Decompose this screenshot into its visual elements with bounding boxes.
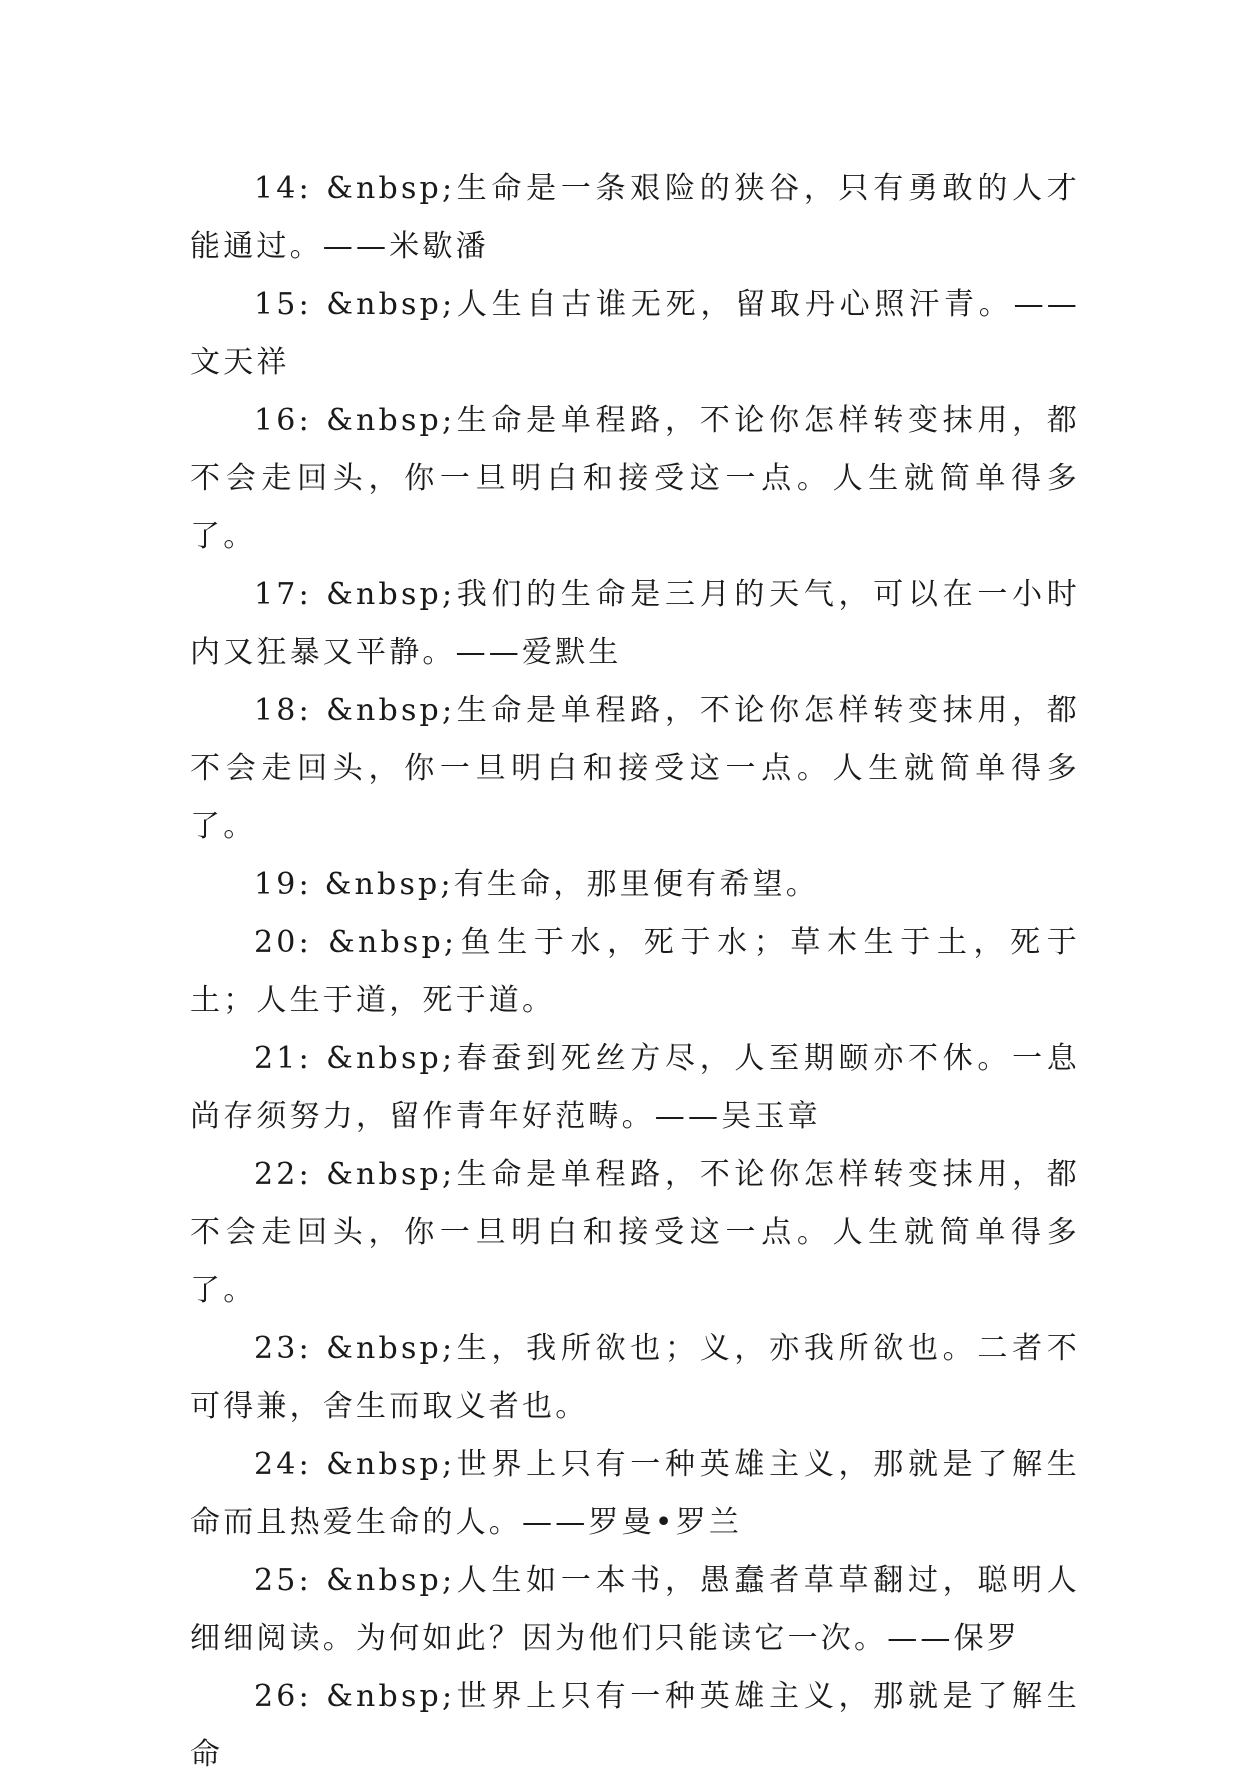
quote-20: 20: &nbsp;鱼生于水，死于水；草木生于土，死于土；人生于道，死于道。: [190, 925, 1080, 1018]
quote-24: 24: &nbsp;世界上只有一种英雄主义，那就是了解生命而且热爱生命的人。——罗曼•罗兰: [190, 1447, 1080, 1540]
quote-26: 26: &nbsp;世界上只有一种英雄主义，那就是了解生命: [190, 1679, 1080, 1772]
quote-14: 14: &nbsp;生命是一条艰险的狭谷，只有勇敢的人才能通过。——米歇潘: [190, 171, 1080, 264]
quote-16: 16: &nbsp;生命是单程路，不论你怎样转变抹用，都不会走回头，你一旦明白和接受这一点。人生就简单得多了。: [190, 403, 1080, 554]
quote-19: 19: &nbsp;有生命，那里便有希望。: [254, 867, 819, 902]
quote-21: 21: &nbsp;春蚕到死丝方尽，人至期颐亦不休。一息尚存须努力，留作青年好范畴。——吴玉章: [190, 1041, 1080, 1134]
quote-18: 18: &nbsp;生命是单程路，不论你怎样转变抹用，都不会走回头，你一旦明白和接受这一点。人生就简单得多了。: [190, 693, 1080, 844]
quote-25: 25: &nbsp;人生如一本书，愚蠢者草草翻过，聪明人细细阅读。为何如此？因为他们只能读它一次。——保罗: [190, 1563, 1080, 1656]
quote-list: [190, 160, 1080, 1784]
quote-15: 15: &nbsp;人生自古谁无死，留取丹心照汗青。——文天祥: [190, 287, 1080, 380]
quote-22: 22: &nbsp;生命是单程路，不论你怎样转变抹用，都不会走回头，你一旦明白和接受这一点。人生就简单得多了。: [190, 1157, 1080, 1308]
quote-17: 17: &nbsp;我们的生命是三月的天气，可以在一小时内又狂暴又平静。——爱默生: [190, 577, 1080, 670]
quote-23: 23: &nbsp;生，我所欲也；义，亦我所欲也。二者不可得兼，舍生而取义者也。: [190, 1331, 1080, 1424]
